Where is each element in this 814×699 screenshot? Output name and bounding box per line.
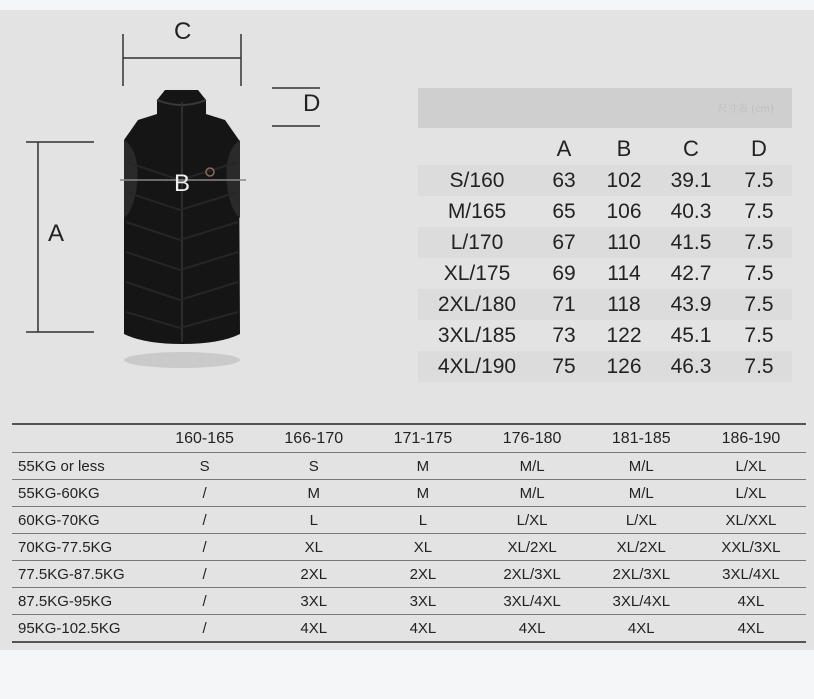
size-chart-image: [0, 10, 814, 650]
size-cell: 2XL/180: [418, 289, 536, 320]
size-recommendation-cell: 2XL: [368, 561, 477, 588]
measurement-column-header: A: [556, 135, 572, 161]
value-cell: 118: [592, 289, 656, 320]
value-cell: 7.5: [726, 227, 792, 258]
size-recommendation-cell: XXL/3XL: [696, 534, 806, 561]
value-cell: 43.9: [656, 289, 726, 320]
weight-cell: 77.5KG-87.5KG: [12, 561, 150, 588]
measurement-column-header: D: [751, 135, 767, 161]
value-cell: 7.5: [726, 351, 792, 382]
measurement-table-header-row: [418, 132, 792, 165]
size-recommendation-cell: XL/2XL: [587, 534, 696, 561]
value-cell: 122: [606, 323, 642, 347]
value-cell: 73: [552, 323, 576, 347]
weight-row: [12, 534, 806, 561]
dimension-a-label: A: [48, 220, 65, 247]
weight-row: [12, 480, 806, 507]
value-cell: 102: [592, 165, 656, 196]
size-recommendation-cell: 2XL/3XL: [587, 561, 696, 588]
size-recommendation-cell: /: [150, 507, 259, 534]
size-recommendation-cell: M: [368, 453, 477, 480]
measurement-row: [418, 320, 792, 351]
size-cell: 4XL/190: [418, 351, 536, 382]
size-recommendation-cell: XL: [368, 534, 477, 561]
measurement-table: [418, 132, 792, 382]
height-column-header: 160-165: [150, 424, 259, 453]
size-recommendation-cell: M/L: [587, 453, 696, 480]
size-recommendation-cell: 2XL: [259, 561, 368, 588]
value-cell: 63: [536, 165, 592, 196]
weight-cell: 55KG-60KG: [12, 480, 150, 507]
upper-table-faint-title: 尺寸表 (cm): [717, 104, 774, 115]
value-cell: 41.5: [656, 227, 726, 258]
weight-cell: 95KG-102.5KG: [12, 615, 150, 643]
size-recommendation-cell: L/XL: [696, 453, 806, 480]
size-recommendation-cell: S: [150, 453, 259, 480]
height-column-header: 171-175: [368, 424, 477, 453]
size-recommendation-cell: L/XL: [478, 507, 587, 534]
size-recommendation-cell: /: [150, 615, 259, 643]
size-recommendation-cell: XL/2XL: [478, 534, 587, 561]
value-cell: 42.7: [670, 261, 712, 285]
value-cell: 65: [552, 199, 576, 223]
weight-height-header-row: [12, 424, 806, 453]
size-recommendation-cell: /: [150, 480, 259, 507]
measurement-row: [418, 165, 792, 196]
size-recommendation-cell: M/L: [478, 453, 587, 480]
size-recommendation-cell: /: [150, 588, 259, 615]
size-recommendation-cell: 4XL: [478, 615, 587, 643]
size-recommendation-cell: 4XL: [587, 615, 696, 643]
weight-row: [12, 561, 806, 588]
size-recommendation-cell: 3XL/4XL: [478, 588, 587, 615]
value-cell: 40.3: [670, 199, 712, 223]
size-recommendation-cell: L: [368, 507, 477, 534]
size-recommendation-cell: XL: [259, 534, 368, 561]
size-recommendation-cell: 4XL: [259, 615, 368, 643]
value-cell: 114: [607, 261, 641, 285]
upper-table-header-bar: [418, 88, 792, 128]
size-cell: XL/175: [443, 261, 511, 285]
value-cell: 7.5: [744, 199, 774, 223]
size-recommendation-cell: 4XL: [696, 615, 806, 643]
value-cell: 67: [536, 227, 592, 258]
weight-cell: 87.5KG-95KG: [12, 588, 150, 615]
size-recommendation-cell: M/L: [478, 480, 587, 507]
size-recommendation-cell: M/L: [587, 480, 696, 507]
size-recommendation-cell: L/XL: [587, 507, 696, 534]
value-cell: 69: [552, 261, 576, 285]
measurement-size-header: [418, 132, 536, 165]
value-cell: 7.5: [726, 289, 792, 320]
dimension-c-label: C: [174, 18, 192, 45]
size-recommendation-cell: 3XL: [259, 588, 368, 615]
weight-cell: 70KG-77.5KG: [12, 534, 150, 561]
value-cell: 7.5: [744, 261, 774, 285]
size-recommendation-cell: M: [368, 480, 477, 507]
measurement-row: [418, 289, 792, 320]
measurement-row: [418, 196, 792, 227]
size-recommendation-cell: 4XL: [368, 615, 477, 643]
height-column-header: 166-170: [259, 424, 368, 453]
measurement-column-header: C: [683, 135, 699, 161]
size-recommendation-cell: S: [259, 453, 368, 480]
weight-cell: 60KG-70KG: [12, 507, 150, 534]
measurement-row: [418, 351, 792, 382]
dimension-d-label: D: [303, 90, 321, 117]
value-cell: 106: [606, 199, 642, 223]
size-recommendation-cell: 3XL: [368, 588, 477, 615]
value-cell: 7.5: [726, 165, 792, 196]
value-cell: 45.1: [670, 323, 712, 347]
measurement-row: [418, 227, 792, 258]
size-recommendation-cell: 3XL/4XL: [696, 561, 806, 588]
size-recommendation-cell: L/XL: [696, 480, 806, 507]
size-cell: L/170: [418, 227, 536, 258]
measurement-column-header: B: [616, 135, 632, 161]
measurement-row: [418, 258, 792, 289]
size-recommendation-cell: L: [259, 507, 368, 534]
weight-row: [12, 615, 806, 643]
size-cell: 3XL/185: [437, 323, 517, 347]
size-recommendation-cell: 4XL: [696, 588, 806, 615]
size-recommendation-cell: 2XL/3XL: [478, 561, 587, 588]
value-cell: 7.5: [744, 323, 774, 347]
size-recommendation-cell: M: [259, 480, 368, 507]
value-cell: 39.1: [656, 165, 726, 196]
size-recommendation-cell: XL/XXL: [696, 507, 806, 534]
value-cell: 71: [536, 289, 592, 320]
height-column-header: 181-185: [587, 424, 696, 453]
weight-cell: 55KG or less: [12, 453, 150, 480]
weight-height-table: [12, 423, 806, 643]
size-cell: S/160: [418, 165, 536, 196]
value-cell: 46.3: [656, 351, 726, 382]
height-column-header: 186-190: [696, 424, 806, 453]
corner-header: [12, 424, 150, 453]
size-recommendation-cell: 3XL/4XL: [587, 588, 696, 615]
height-column-header: 176-180: [478, 424, 587, 453]
weight-row: [12, 453, 806, 480]
size-recommendation-cell: /: [150, 534, 259, 561]
value-cell: 75: [536, 351, 592, 382]
dimension-b-label: B: [174, 170, 191, 197]
weight-row: [12, 507, 806, 534]
weight-row: [12, 588, 806, 615]
vest-shadow: [124, 352, 240, 368]
size-cell: M/165: [447, 199, 507, 223]
size-recommendation-cell: /: [150, 561, 259, 588]
value-cell: 126: [592, 351, 656, 382]
value-cell: 110: [592, 227, 656, 258]
